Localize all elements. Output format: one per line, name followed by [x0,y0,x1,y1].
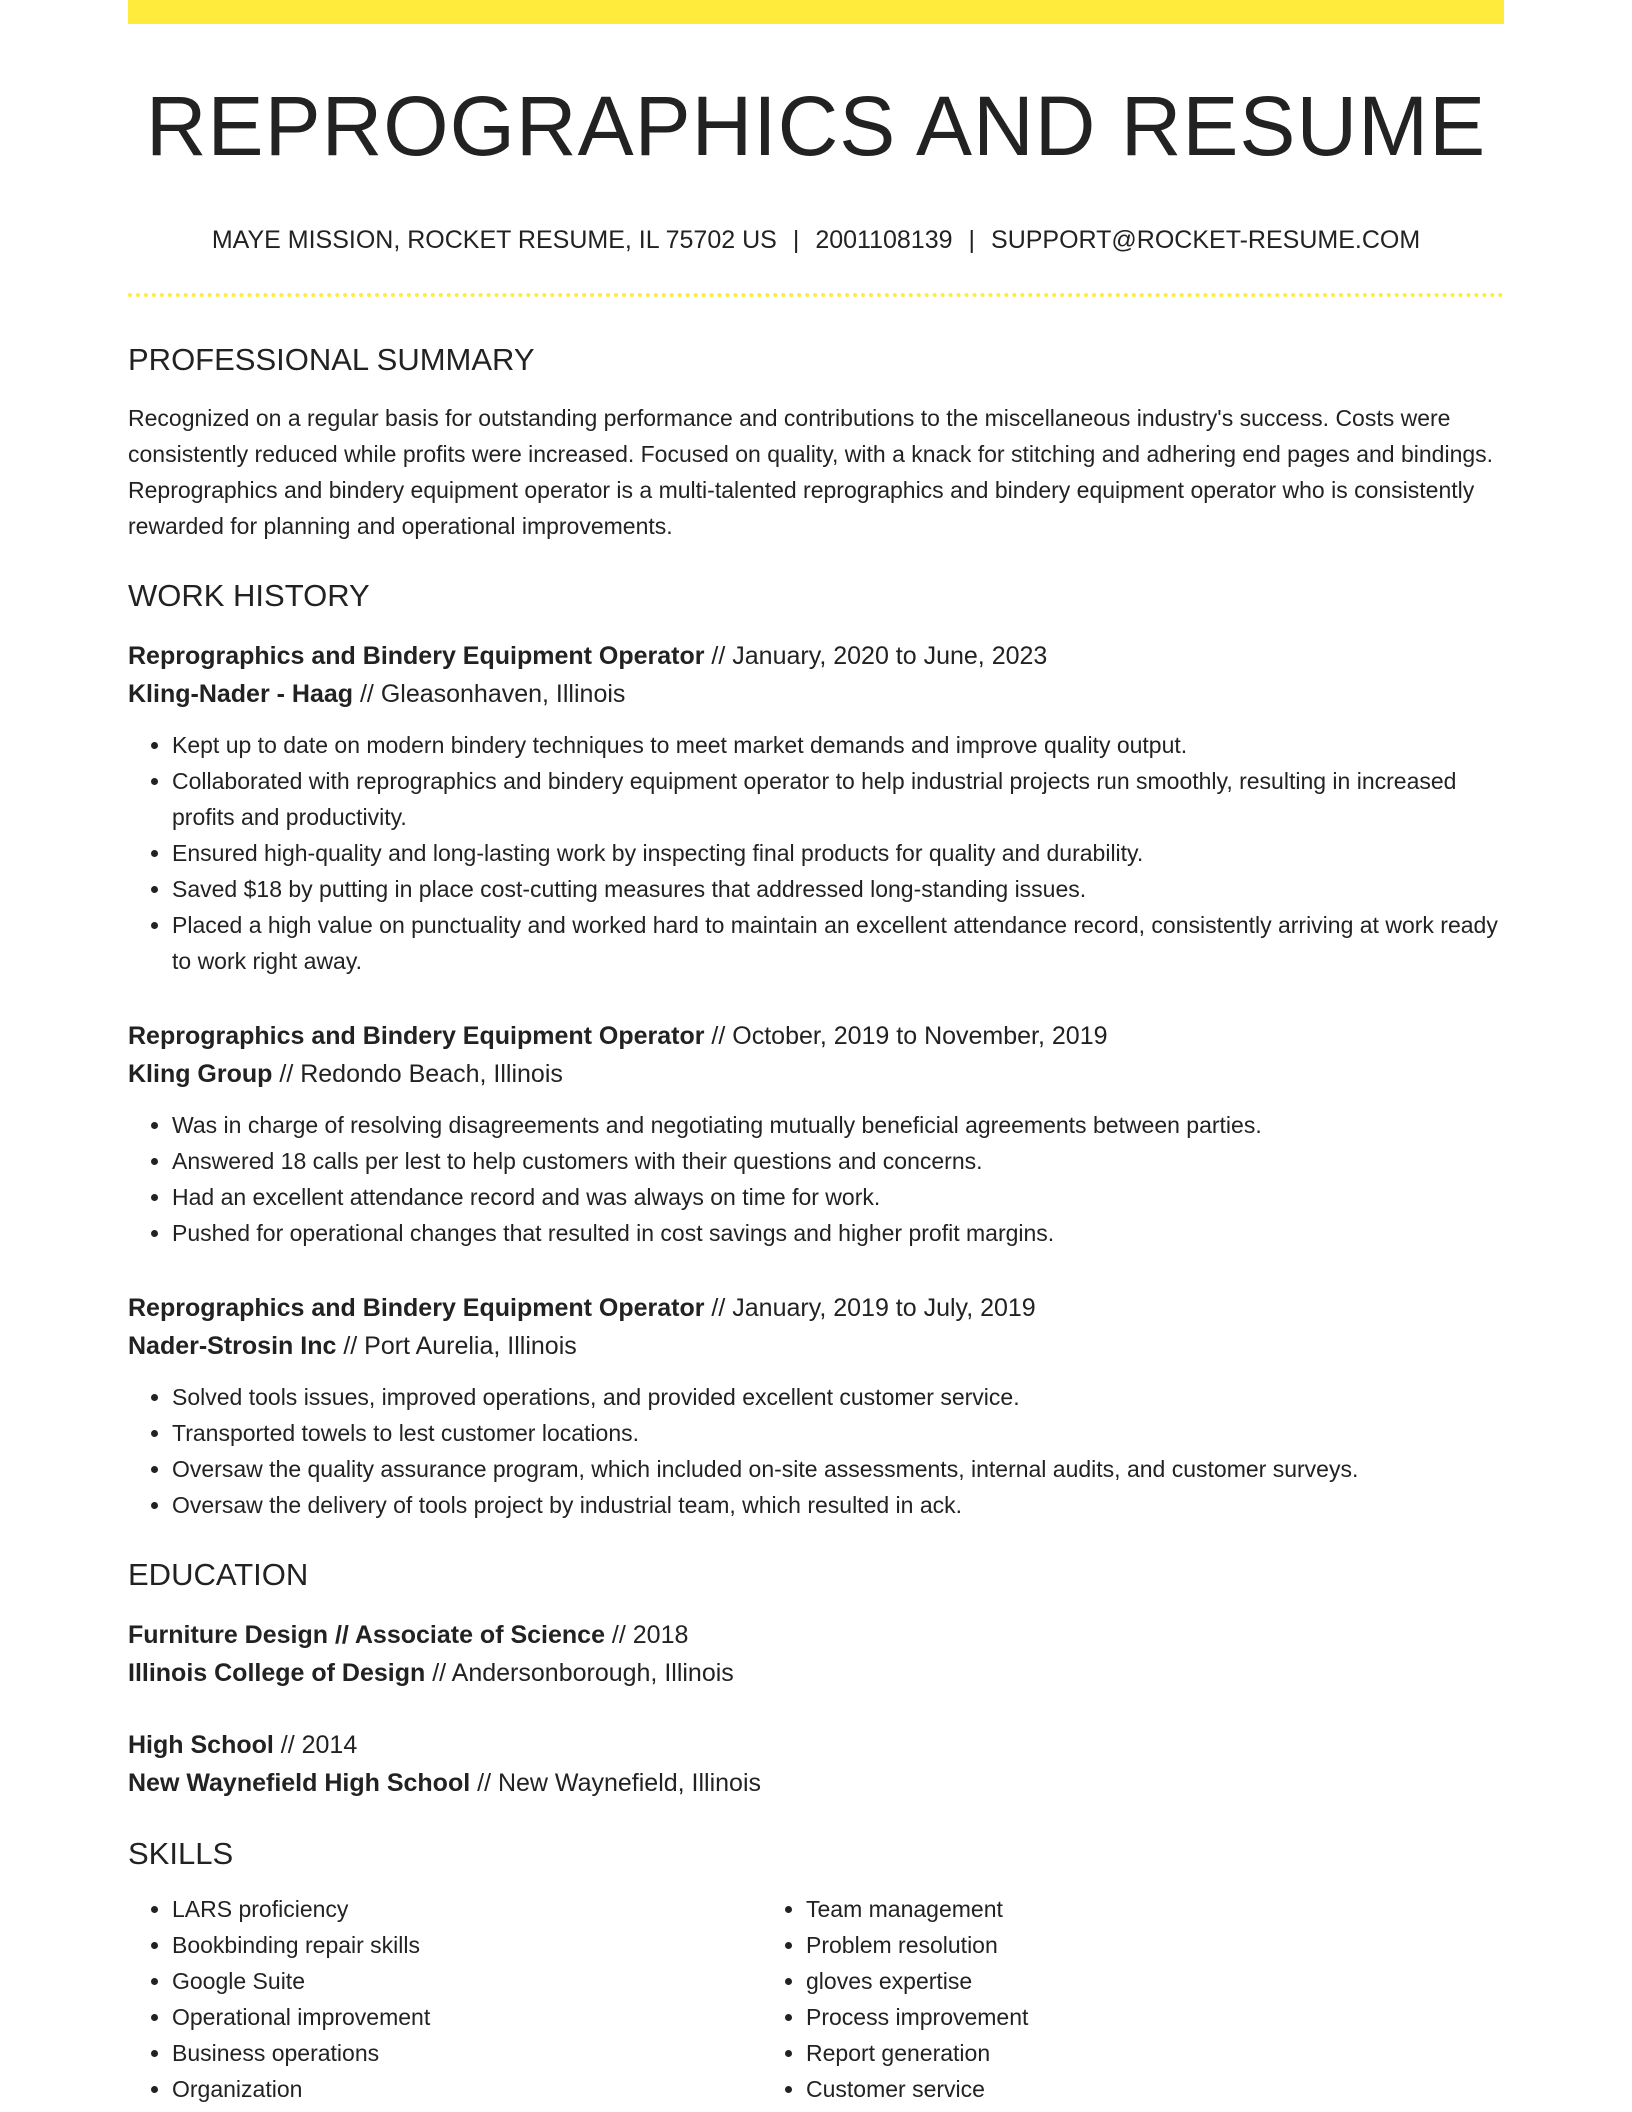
contact-separator: | [968,226,976,254]
list-item: • Answered 18 calls per lest to help customers with their questions and concerns. [172,1143,1504,1179]
list-item: • Oversaw the quality assurance program, which included on-site assessments, internal audits, and customer surveys. [172,1451,1504,1487]
contact-phone: 2001108139 [815,226,953,254]
education-school-line [128,1764,1504,1802]
education-degree: High School [128,1731,274,1759]
list-item: • Collaborated with reprographics and bindery equipment operator to help industrial projects run smoothly, resulting in increased profits and productivity. [172,763,1504,835]
education-degree-line [128,1726,1504,1764]
summary-heading: PROFESSIONAL SUMMARY [128,342,535,377]
skill-item: • Customer service [806,2071,1362,2107]
dotted-divider [128,293,1504,297]
skills-column-right [762,1891,1362,2107]
skill-item: • Team management [806,1891,1362,1927]
job-bullets [128,1379,1504,1523]
resume-name: REPROGRAPHICS AND RESUME [145,79,1487,173]
job-entry [128,1289,1504,1523]
skill-item: • Problem resolution [806,1927,1362,1963]
work-history-heading: WORK HISTORY [128,578,370,613]
list-item: • Placed a high value on punctuality and worked hard to maintain an excellent attendance record, consistently arriving at work ready to work right away. [172,907,1504,979]
education-heading: EDUCATION [128,1557,309,1592]
job-bullets [128,727,1504,979]
education-school-line [128,1654,1504,1692]
skills-list [128,1891,1504,2107]
job-role: Reprographics and Bindery Equipment Operator [128,1022,705,1050]
contact-address: MAYE MISSION, ROCKET RESUME, IL 75702 US [211,226,777,254]
list-item: • Was in charge of resolving disagreements and negotiating mutually beneficial agreements between parties. [172,1107,1504,1143]
job-company: Nader-Strosin Inc [128,1332,337,1360]
job-entry [128,1017,1504,1251]
skill-item: • Operational improvement [172,1999,762,2035]
education-location: // New Waynefield, Illinois [470,1769,762,1797]
summary-text: Recognized on a regular basis for outstanding performance and contributions to the miscellaneous industry's success. Costs were consistently reduced while profits were increased. Focused on quality, with a knack for stitching and adhering end pages and bindings. Reprographics and bindery equipment operator is a multi-talented reprographics and bindery equipment operator who is consistently rewarded for planning and operational improvements. [128,405,1494,539]
list-item: • Oversaw the delivery of tools project by industrial team, which resulted in ack. [172,1487,1504,1523]
accent-bar [128,0,1504,24]
job-company: Kling Group [128,1060,273,1088]
list-item: • Had an excellent attendance record and was always on time for work. [172,1179,1504,1215]
list-item: • Transported towels to lest customer locations. [172,1415,1504,1451]
education-entry [128,1616,1504,1692]
contact-email: SUPPORT@ROCKET-RESUME.COM [991,226,1421,254]
job-location: // Gleasonhaven, Illinois [353,680,626,708]
education-school: New Waynefield High School [128,1769,471,1797]
education-year: // 2014 [273,1731,358,1759]
list-item: • Solved tools issues, improved operations, and provided excellent customer service. [172,1379,1504,1415]
skill-item: • Organization [172,2071,762,2107]
job-company-line [128,1327,1504,1365]
job-dates: // October, 2019 to November, 2019 [704,1022,1108,1050]
skill-item: • LARS proficiency [172,1891,762,1927]
skill-item: • Business operations [172,2035,762,2071]
job-title-line [128,1017,1504,1055]
education-year: // 2018 [604,1621,689,1649]
contact-separator: | [792,226,800,254]
job-title-line [128,1289,1504,1327]
job-location: // Redondo Beach, Illinois [272,1060,563,1088]
contact-line [128,228,1504,253]
list-item: • Kept up to date on modern bindery techniques to meet market demands and improve quality output. [172,727,1504,763]
resume-page [128,0,1504,2107]
skill-item: • gloves expertise [806,1963,1362,1999]
list-item: • Saved $18 by putting in place cost-cutting measures that addressed long-standing issues. [172,871,1504,907]
job-location: // Port Aurelia, Illinois [336,1332,577,1360]
job-title-line [128,637,1504,675]
skills-heading: SKILLS [128,1836,234,1871]
job-dates: // January, 2020 to June, 2023 [704,642,1048,670]
list-item: • Pushed for operational changes that resulted in cost savings and higher profit margins. [172,1215,1504,1251]
job-role: Reprographics and Bindery Equipment Operator [128,1294,705,1322]
skill-item: • Google Suite [172,1963,762,1999]
education-entry [128,1726,1504,1802]
skills-column-left [128,1891,762,2107]
skill-item: • Report generation [806,2035,1362,2071]
job-company-line [128,675,1504,713]
job-company-line [128,1055,1504,1093]
education-location: // Andersonborough, Illinois [425,1659,734,1687]
list-item: • Ensured high-quality and long-lasting work by inspecting final products for quality and durability. [172,835,1504,871]
job-entry [128,637,1504,979]
education-school: Illinois College of Design [128,1659,426,1687]
job-dates: // January, 2019 to July, 2019 [704,1294,1036,1322]
skill-item: • Process improvement [806,1999,1362,2035]
job-role: Reprographics and Bindery Equipment Operator [128,642,705,670]
skill-item: • Bookbinding repair skills [172,1927,762,1963]
education-degree: Furniture Design // Associate of Science [128,1621,605,1649]
job-bullets [128,1107,1504,1251]
job-company: Kling-Nader - Haag [128,680,354,708]
education-degree-line [128,1616,1504,1654]
